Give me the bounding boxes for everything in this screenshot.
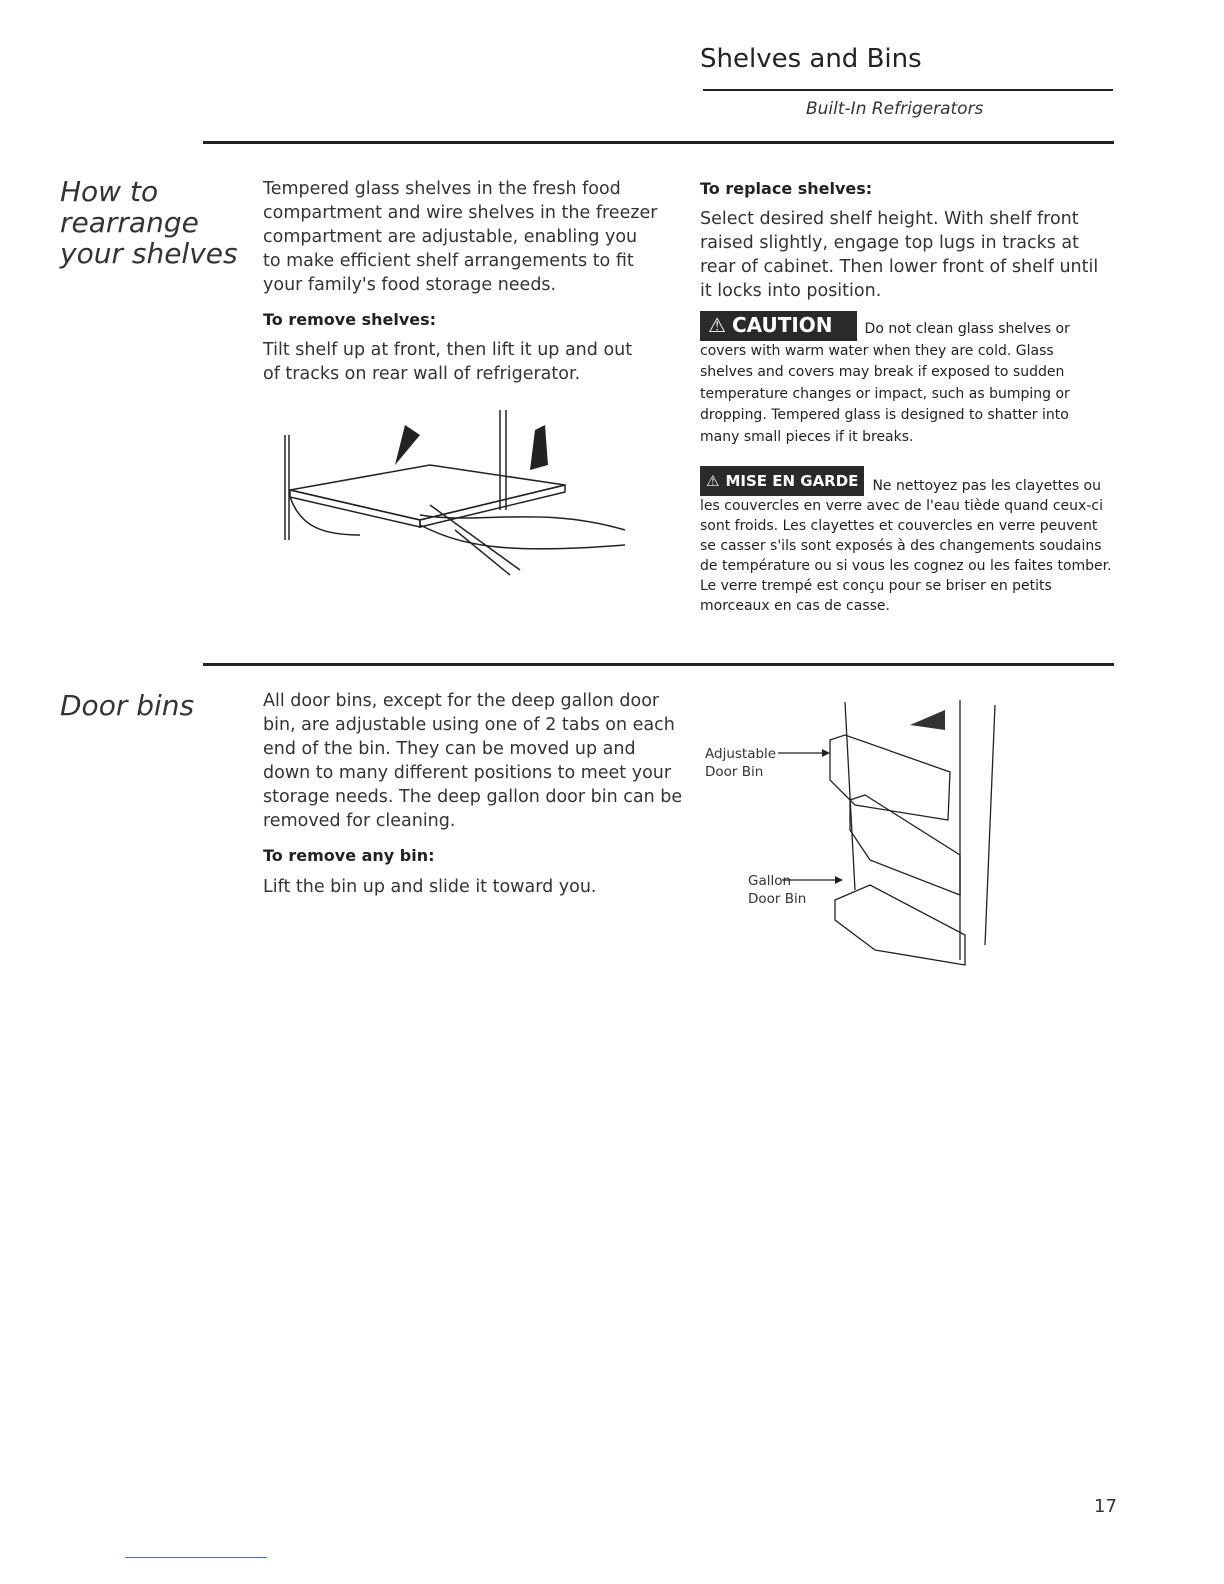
title-rule [703,89,1113,91]
rearrange-intro: Tempered glass shelves in the fresh food compartment and wire shelves in the freezer compartment are adjustable, enabling you to make efficient shelf arrangements to fit your family's food storage needs. [263,179,658,295]
warning-icon: ⚠ [706,472,720,490]
arrow-curve-icon [530,425,548,470]
heading-line: your shelves [60,237,238,270]
mise-en-garde-block [700,466,1115,616]
heading-line: How to [60,175,159,208]
page-number: 17 [1094,1496,1117,1517]
caution-block [700,311,1110,448]
caution-text: Do not clean glass shelves or covers with warm water when they are cold. Glass shelves and covers may break if exposed to sudden temperature changes or impact, such as bumping or dropping. Tempered glass is designed to shatter into many small pieces if it breaks. [700,321,1070,445]
page-title: Shelves and Bins [700,44,922,74]
remove-shelves-text: Tilt shelf up at front, then lift it up and out of tracks on rear wall of refrigerator. [263,340,633,384]
section-divider [203,663,1114,666]
heading-line: rearrange [60,206,199,239]
footer-line [125,1557,267,1558]
replace-shelves-heading: To replace shelves: [700,179,873,198]
arrow-left-icon [910,710,945,730]
remove-bin-text: Lift the bin up and slide it toward you. [263,877,597,897]
label-line: Adjustable [705,746,777,762]
page-subtitle: Built-In Refrigerators [806,99,984,119]
caution-label: CAUTION [731,313,833,337]
mise-en-garde-label: MISE EN GARDE [725,472,859,490]
shelf-removal-illustration [280,405,650,580]
mise-en-garde-badge [700,466,864,496]
label-line: Door Bin [748,891,807,907]
door-bins-intro: All door bins, except for the deep gallon door bin, are adjustable using one of 2 tabs on each end of the bin. They can be moved up and down to many different positions to meet your storage needs. The deep gallon door bin can be removed for cleaning. [263,691,683,831]
arrow-up-icon [395,425,420,465]
door-bin-illustration [770,690,1010,970]
section-divider [203,141,1114,144]
section-heading-rearrange [60,176,238,269]
arrow-icon [835,876,843,884]
arrow-icon [822,749,830,757]
label-line: Door Bin [705,764,764,780]
replace-shelves-text: Select desired shelf height. With shelf front raised slightly, engage top lugs in tracks at rear of cabinet. Then lower front of shelf until it locks into position. [700,209,1099,301]
label-line: Gallon [748,873,792,889]
section-heading-door-bins: Door bins [60,689,195,722]
mise-en-garde-text: Ne nettoyez pas les clayettes ou les couvercles en verre avec de l'eau tiède quand ceux-ci sont froids. Les clayettes et couvercles en verre peuvent se casser s'ils sont exposés à des changements soudains de température ou si vous les cognez ou les faites tomber. Le verre trempé est conçu pour se briser en petits morceaux en cas de casse. [700,478,1112,614]
adjustable-bin-label [705,745,776,781]
caution-badge [700,311,857,341]
remove-bin-heading: To remove any bin: [263,846,435,865]
remove-shelves-heading: To remove shelves: [263,310,437,329]
warning-icon: ⚠ [708,313,726,337]
